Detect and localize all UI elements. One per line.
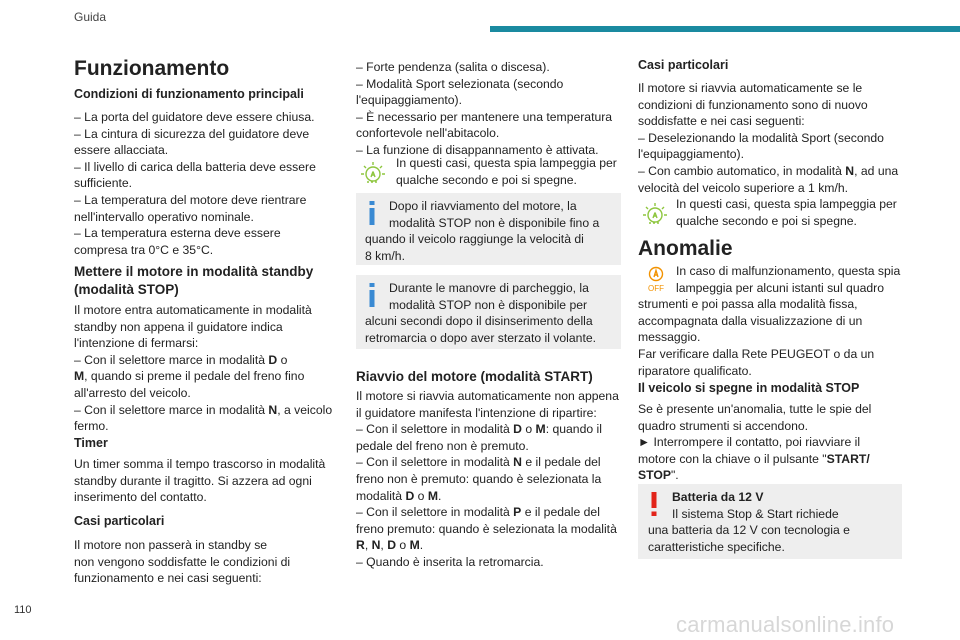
text: o bbox=[521, 422, 536, 437]
section-title-funzionamento: Funzionamento bbox=[74, 57, 230, 80]
text: e il pedale del bbox=[521, 455, 601, 470]
mode-d: D bbox=[268, 352, 278, 367]
conditions-list bbox=[74, 109, 344, 258]
timer-paragraph bbox=[74, 456, 349, 506]
list-line: – Il livello di carica della batteria deve essere bbox=[74, 159, 316, 174]
mode-n: N bbox=[268, 402, 278, 417]
text-line bbox=[356, 454, 626, 471]
text: – Con il selettore in modalità bbox=[356, 455, 514, 470]
text: , bbox=[364, 538, 372, 553]
text: e il pedale del bbox=[521, 505, 600, 520]
text-line bbox=[356, 488, 626, 505]
lamp-note bbox=[396, 155, 626, 188]
text-line: accompagnata dalla visualizzazione di un bbox=[638, 313, 863, 328]
text-line: caratteristiche specifiche. bbox=[648, 539, 785, 554]
text-line: riparatore qualificato. bbox=[638, 363, 752, 378]
text-line: alcuni secondi dopo il disinserimento della bbox=[365, 314, 593, 329]
casi-paragraph bbox=[74, 537, 349, 587]
text-line bbox=[74, 402, 349, 419]
list-line: – La funzione di disappannamento è attivata. bbox=[356, 142, 599, 157]
text-line bbox=[356, 421, 626, 438]
text-line: messaggio. bbox=[638, 330, 701, 345]
text-line: Un timer somma il tempo trascorso in modalità bbox=[74, 457, 326, 471]
text-line: – Deselezionando la modalità Sport (secondo bbox=[638, 130, 884, 145]
standby-paragraph bbox=[74, 302, 349, 435]
text-line: 8 km/h. bbox=[365, 248, 405, 263]
subheading-casi-particolari: Casi particolari bbox=[74, 514, 165, 528]
stop-start-lamp-icon bbox=[358, 158, 388, 188]
list-line: essere allacciata. bbox=[74, 143, 169, 158]
text: – Con il selettore in modalità bbox=[356, 505, 514, 520]
warning-box-battery bbox=[638, 484, 902, 559]
list-line: sufficiente. bbox=[74, 176, 133, 191]
text-line: l'intenzione di fermarsi: bbox=[74, 336, 199, 351]
cases-list bbox=[356, 59, 621, 159]
start-stop-label: STOP bbox=[638, 468, 671, 483]
watermark: carmanualsonline.info bbox=[676, 612, 895, 637]
info-text bbox=[365, 198, 615, 264]
text: – Con il selettore marce in modalità bbox=[74, 402, 269, 417]
text-line: una batteria da 12 V con tecnologia e bbox=[648, 523, 850, 538]
stop-shutdown-paragraph bbox=[638, 401, 906, 484]
mode: R bbox=[356, 538, 365, 553]
warning-title: Batteria da 12 V bbox=[672, 490, 764, 504]
text-line: funzionamento e nei casi seguenti: bbox=[74, 571, 262, 586]
text-line: soddisfatte e nei casi seguenti: bbox=[638, 114, 805, 129]
text-line: In caso di malfunzionamento, questa spia bbox=[676, 264, 901, 278]
text-line: non vengono soddisfatte le condizioni di bbox=[74, 554, 291, 569]
text-line: Dopo il riavviamento del motore, la bbox=[389, 199, 577, 213]
lamp-note bbox=[676, 196, 908, 229]
mode: D bbox=[405, 488, 415, 503]
text-line: quadro strumenti si accendono. bbox=[638, 418, 809, 433]
mode: D bbox=[387, 538, 396, 553]
text-line: condizioni di funzionamento sono di nuovo bbox=[638, 97, 868, 112]
text: modalità bbox=[356, 488, 406, 503]
text-line: – Quando è inserita la retromarcia. bbox=[356, 554, 544, 569]
mode: M bbox=[427, 488, 438, 503]
text: . bbox=[419, 538, 424, 553]
warning-text bbox=[648, 489, 898, 555]
text: – Con il selettore in modalità bbox=[356, 422, 514, 437]
text-line: lampeggia per alcuni istanti sul quadro bbox=[676, 280, 884, 295]
list-line: confortevole nell'abitacolo. bbox=[356, 126, 500, 141]
subheading-casi-particolari-2: Casi particolari bbox=[638, 58, 729, 72]
mode: M bbox=[535, 422, 546, 437]
text-line: ► Interrompere il contatto, poi riavviare il bbox=[638, 435, 861, 450]
text: – Con il selettore marce in modalità bbox=[74, 352, 269, 367]
start-stop-label: START/ bbox=[826, 451, 870, 466]
page-number: 110 bbox=[14, 604, 32, 616]
off-label: OFF bbox=[648, 284, 664, 293]
subheading-timer: Timer bbox=[74, 436, 108, 450]
info-text bbox=[365, 280, 617, 346]
text-line: qualche secondo e poi si spegne. bbox=[676, 213, 857, 228]
text-line: Se è presente un'anomalia, tutte le spie del bbox=[638, 402, 872, 416]
text-line: standby durante il tragitto. Si azzera ad ogni bbox=[74, 473, 312, 488]
text-line bbox=[356, 537, 626, 554]
mode: N bbox=[513, 455, 522, 470]
text-line: standby non appena il guidatore indica bbox=[74, 319, 283, 334]
text-line: Il motore non passerà in standby se bbox=[74, 538, 268, 552]
text-line: Il motore si riavvia automaticamente non appena bbox=[356, 389, 619, 403]
text: o bbox=[277, 352, 288, 367]
text-line: In questi casi, questa spia lampeggia per bbox=[676, 197, 897, 211]
list-line: compresa tra 0°C e 35°C. bbox=[74, 242, 214, 257]
mode: D bbox=[513, 422, 522, 437]
text: , a veicolo bbox=[277, 402, 333, 417]
text: . bbox=[437, 488, 442, 503]
text-line: l'equipaggiamento). bbox=[638, 147, 744, 162]
mode: M bbox=[409, 538, 420, 553]
stop-start-lamp-icon bbox=[640, 199, 670, 229]
text-line: velocità del veicolo superiore a 1 km/h. bbox=[638, 180, 849, 195]
list-line: nell'intervallo operativo nominale. bbox=[74, 209, 254, 224]
text-line: inserimento del contatto. bbox=[74, 490, 207, 505]
list-line: – È necessario per mantenere una temperatura bbox=[356, 109, 613, 124]
text: – Con cambio automatico, in modalità bbox=[638, 163, 846, 178]
text-line: freno non è premuto: quando è selezionata la bbox=[356, 471, 602, 486]
running-header: Guida bbox=[74, 10, 107, 24]
text-line bbox=[638, 163, 906, 180]
list-line: – La temperatura del motore deve rientrare bbox=[74, 192, 307, 207]
text-line: modalità STOP non è disponibile per bbox=[389, 297, 588, 312]
subheading-riavvio: Riavvio del motore (modalità START) bbox=[356, 369, 593, 384]
subheading-main-conditions: Condizioni di funzionamento principali bbox=[74, 87, 304, 101]
mode: N bbox=[371, 538, 381, 553]
info-box-restart bbox=[356, 193, 621, 265]
header-accent-bar bbox=[490, 26, 960, 32]
text-line: Il motore si riavvia automaticamente se le bbox=[638, 81, 863, 95]
text-line: Durante le manovre di parcheggio, la bbox=[389, 281, 589, 295]
text: : quando il bbox=[545, 422, 602, 437]
section-title-anomalie: Anomalie bbox=[638, 237, 733, 260]
anomalie-paragraph bbox=[638, 263, 906, 379]
subheading-stop-shutdown: Il veicolo si spegne in modalità STOP bbox=[638, 381, 860, 395]
text: ". bbox=[670, 468, 679, 483]
list-line: – La temperatura esterna deve essere bbox=[74, 226, 281, 241]
text: o bbox=[396, 538, 410, 553]
text: , bbox=[380, 538, 388, 553]
casi-2-paragraph bbox=[638, 80, 906, 196]
text-line: il guidatore manifesta l'intenzione di ripartire: bbox=[356, 405, 597, 420]
text-line: fermo. bbox=[74, 419, 109, 434]
text: , quando si preme il pedale del freno fino bbox=[84, 369, 305, 384]
text-line bbox=[638, 467, 906, 484]
text-line: pedale del freno non è premuto. bbox=[356, 438, 529, 453]
text-line: strumenti e poi passa alla modalità fissa, bbox=[638, 297, 858, 312]
text-line: retromarcia o dopo aver sterzato il volante. bbox=[365, 330, 596, 345]
text: motore con la chiave o il pulsante " bbox=[638, 451, 827, 466]
text-line: all'arresto del veicolo. bbox=[74, 385, 191, 400]
text-line bbox=[356, 504, 626, 521]
text-line bbox=[638, 451, 906, 468]
info-box-parking bbox=[356, 275, 621, 349]
text-line: Il motore entra automaticamente in modalità bbox=[74, 303, 312, 317]
list-line: l'equipaggiamento). bbox=[356, 93, 462, 108]
list-line: – Forte pendenza (salita o discesa). bbox=[356, 60, 550, 74]
text-line: freno premuto: quando è selezionata la modalità bbox=[356, 521, 617, 536]
subheading-standby bbox=[74, 263, 349, 298]
text-line: quando il veicolo raggiunge la velocità di bbox=[365, 232, 584, 247]
text-line: In questi casi, questa spia lampeggia per bbox=[396, 156, 617, 170]
text-line: Far verificare dalla Rete PEUGEOT o da un bbox=[638, 346, 875, 361]
list-line: – La porta del guidatore deve essere chiusa. bbox=[74, 110, 315, 124]
mode: P bbox=[513, 505, 522, 520]
mode-n: N bbox=[845, 163, 855, 178]
text-line bbox=[74, 352, 349, 369]
riavvio-paragraph bbox=[356, 388, 626, 571]
text-line bbox=[74, 368, 349, 385]
text: o bbox=[414, 488, 428, 503]
mode-m: M bbox=[74, 369, 85, 384]
text-line: qualche secondo e poi si spegne. bbox=[396, 172, 577, 187]
text-line: Il sistema Stop & Start richiede bbox=[672, 506, 839, 521]
heading-line: Mettere il motore in modalità standby bbox=[74, 264, 314, 279]
text-line: modalità STOP non è disponibile fino a bbox=[389, 215, 600, 230]
heading-line: (modalità STOP) bbox=[74, 281, 179, 297]
list-line: – La cintura di sicurezza del guidatore deve bbox=[74, 126, 310, 141]
text: , ad una bbox=[854, 163, 899, 178]
list-line: – Modalità Sport selezionata (secondo bbox=[356, 76, 564, 91]
